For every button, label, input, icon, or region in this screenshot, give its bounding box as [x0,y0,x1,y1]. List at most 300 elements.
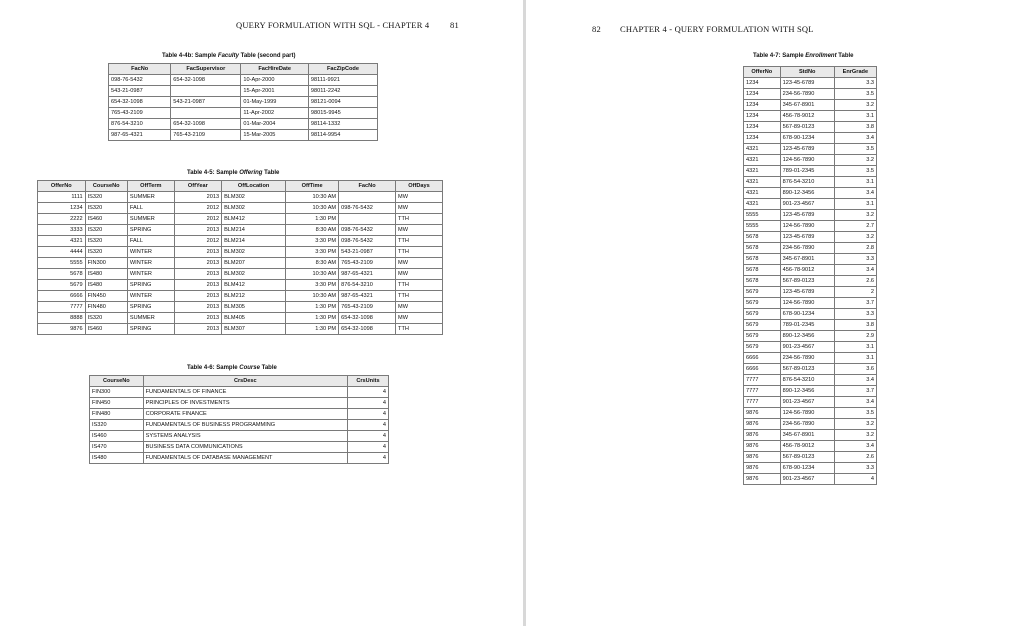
table-cell: 10:30 AM [286,203,339,214]
table-cell: 3.3 [834,463,876,474]
left-page-header: QUERY FORMULATION WITH SQL - CHAPTER 4 [236,20,430,30]
table-row [38,247,443,258]
table-cell: FIN450 [90,398,144,409]
table-cell: 124-56-7890 [780,408,834,419]
table-cell: 2013 [174,192,221,203]
table-row [744,188,877,199]
table-cell: FUNDAMENTALS OF FINANCE [143,387,347,398]
table-cell: 5679 [38,280,86,291]
table-cell: 567-89-0123 [780,452,834,463]
course-table-header-row [90,376,389,387]
table-cell: MW [396,203,443,214]
table-cell: 3.5 [834,408,876,419]
table-cell: 1234 [744,78,781,89]
table-row [744,89,877,100]
table-cell: BLM405 [222,313,286,324]
table-cell: 5679 [744,342,781,353]
table-cell: 1111 [38,192,86,203]
table-cell: 4321 [744,144,781,155]
table-cell: 98111-9921 [308,75,377,86]
table-cell: 5679 [744,309,781,320]
table-cell: SUMMER [127,192,174,203]
table-cell: 5678 [744,276,781,287]
column-header: CourseNo [90,376,144,387]
table-cell: 2013 [174,324,221,335]
table-cell: 890-12-3456 [780,188,834,199]
table-row [38,214,443,225]
right-page [526,0,1024,626]
table-cell: 3333 [38,225,86,236]
table-cell: 345-67-8901 [780,254,834,265]
table-cell: CORPORATE FINANCE [143,409,347,420]
table-row [744,265,877,276]
table-cell: 2.6 [834,452,876,463]
table-cell: 4 [347,442,388,453]
table-cell: 876-54-3210 [339,280,396,291]
table-cell: 123-45-6789 [780,78,834,89]
table-row [109,119,378,130]
table-row [38,313,443,324]
table-row [744,375,877,386]
table-cell: 1234 [744,100,781,111]
right-page-number: 82 [592,24,601,34]
table-cell: 98015-9945 [308,108,377,119]
table-row [744,419,877,430]
table-cell: 987-65-4321 [339,269,396,280]
table-row [744,364,877,375]
table-cell: 4 [834,474,876,485]
table-cell: 3.1 [834,199,876,210]
table-cell: 4321 [744,177,781,188]
table-cell: 543-21-0987 [339,247,396,258]
table-row [109,86,378,97]
table-cell: WINTER [127,291,174,302]
table-row [90,387,389,398]
column-header: CourseNo [85,181,127,192]
table-cell: 2013 [174,280,221,291]
table-row [744,386,877,397]
table-cell: 098-76-5432 [339,203,396,214]
column-header: OffTerm [127,181,174,192]
table-cell: 3.1 [834,177,876,188]
table-cell: BLM214 [222,236,286,247]
table-cell: FUNDAMENTALS OF BUSINESS PROGRAMMING [143,420,347,431]
table-cell: 3.4 [834,133,876,144]
table-cell: 098-76-5432 [339,236,396,247]
table-cell: 5679 [744,320,781,331]
table-cell: 5678 [744,232,781,243]
table-cell: SPRING [127,302,174,313]
table-row [744,309,877,320]
table-cell: 2013 [174,302,221,313]
table-cell: 9876 [744,463,781,474]
table-row [38,324,443,335]
table-cell: 124-56-7890 [780,155,834,166]
table-row [90,453,389,464]
table-cell: 3.3 [834,254,876,265]
table-cell: 3.1 [834,111,876,122]
table-cell: 2012 [174,214,221,225]
table-cell: SUMMER [127,313,174,324]
table-cell: IS320 [85,203,127,214]
table-cell: BUSINESS DATA COMMUNICATIONS [143,442,347,453]
column-header: OfferNo [744,67,781,78]
table-cell: 456-78-9012 [780,111,834,122]
faculty-table-header-row [109,64,378,75]
table-cell: 987-65-4321 [109,130,171,141]
table-row [744,254,877,265]
table-cell: 4 [347,387,388,398]
table-row [744,177,877,188]
table-row [109,75,378,86]
table-cell: 901-23-4567 [780,474,834,485]
table-row [744,452,877,463]
table-cell: 124-56-7890 [780,221,834,232]
table-cell: 4321 [744,188,781,199]
table-cell: 10:30 AM [286,269,339,280]
table-cell [339,192,396,203]
table-cell: BLM302 [222,247,286,258]
offering-table-header-row [38,181,443,192]
table-cell: BLM212 [222,291,286,302]
table-cell: PRINCIPLES OF INVESTMENTS [143,398,347,409]
table-cell: IS320 [85,247,127,258]
enrollment-table-caption: Table 4-7: Sample Enrollment Table [753,53,854,59]
table-cell: 3.4 [834,441,876,452]
table-cell: 5678 [744,265,781,276]
table-row [38,192,443,203]
table-cell: 15-Apr-2001 [241,86,309,97]
table-cell: MW [396,302,443,313]
table-row [744,298,877,309]
table-row [744,430,877,441]
table-row [744,342,877,353]
table-cell: 6666 [744,364,781,375]
table-cell: 654-32-1098 [339,324,396,335]
table-cell: 2013 [174,247,221,258]
table-cell: 4321 [744,199,781,210]
table-cell: 11-Apr-2002 [241,108,309,119]
column-header: StdNo [780,67,834,78]
course-table [89,375,389,464]
table-cell: FIN480 [90,409,144,420]
table-row [744,408,877,419]
table-cell: BLM302 [222,192,286,203]
table-row [744,210,877,221]
table-cell: 567-89-0123 [780,122,834,133]
table-cell: SPRING [127,324,174,335]
table-cell: 9876 [744,430,781,441]
table-cell: 567-89-0123 [780,276,834,287]
table-cell: 543-21-0987 [171,97,241,108]
table-row [38,225,443,236]
table-cell: 876-54-3210 [780,375,834,386]
table-cell [171,108,241,119]
table-cell: 456-78-9012 [780,441,834,452]
table-cell: 3.1 [834,342,876,353]
table-cell: 7777 [38,302,86,313]
table-row [744,78,877,89]
table-cell: BLM302 [222,269,286,280]
table-cell: 123-45-6789 [780,210,834,221]
table-cell: 789-01-2345 [780,166,834,177]
table-row [90,398,389,409]
table-row [38,269,443,280]
table-cell: IS320 [85,192,127,203]
table-cell: 8:30 AM [286,258,339,269]
table-cell: WINTER [127,258,174,269]
table-cell: SPRING [127,280,174,291]
table-cell: 876-54-3210 [780,177,834,188]
table-cell: 3.1 [834,353,876,364]
right-page-header: CHAPTER 4 - QUERY FORMULATION WITH SQL [620,24,814,34]
table-cell: 3.2 [834,155,876,166]
table-cell: 4 [347,420,388,431]
table-row [38,302,443,313]
table-cell: BLM412 [222,214,286,225]
table-row [90,431,389,442]
table-cell: 567-89-0123 [780,364,834,375]
table-cell: 765-43-2109 [339,302,396,313]
table-cell: BLM302 [222,203,286,214]
table-cell: FIN450 [85,291,127,302]
table-cell: 5679 [744,298,781,309]
table-cell: 4321 [744,166,781,177]
column-header: CrsDesc [143,376,347,387]
table-cell: 098-76-5432 [339,225,396,236]
table-cell: 4 [347,409,388,420]
table-cell: 5678 [744,254,781,265]
table-cell: 765-43-2109 [339,258,396,269]
table-cell [339,214,396,225]
table-cell: 10:30 AM [286,291,339,302]
table-cell: 9876 [38,324,86,335]
table-cell: 901-23-4567 [780,342,834,353]
offering-table-caption: Table 4-5: Sample Offering Table [187,170,280,176]
table-cell: TTH [396,280,443,291]
table-cell: 901-23-4567 [780,199,834,210]
table-cell: 98121-0094 [308,97,377,108]
table-row [744,243,877,254]
table-cell: 789-01-2345 [780,320,834,331]
table-cell: 765-43-2109 [171,130,241,141]
table-cell: 3.7 [834,386,876,397]
table-cell: 6666 [744,353,781,364]
table-cell: MW [396,269,443,280]
offering-table [37,180,443,335]
table-cell: 3.3 [834,309,876,320]
table-cell: 4444 [38,247,86,258]
table-cell: 8:30 AM [286,225,339,236]
table-row [744,353,877,364]
table-cell: 3:30 PM [286,280,339,291]
table-row [744,155,877,166]
table-cell: IS320 [85,313,127,324]
table-row [744,144,877,155]
table-cell: 2.7 [834,221,876,232]
table-cell: 4321 [38,236,86,247]
table-cell: 8888 [38,313,86,324]
table-cell: WINTER [127,247,174,258]
table-cell: SPRING [127,225,174,236]
table-cell: TTH [396,247,443,258]
table-cell: 123-45-6789 [780,287,834,298]
column-header: OfferNo [38,181,86,192]
table-cell: IS460 [90,431,144,442]
table-row [38,258,443,269]
column-header: FacSupervisor [171,64,241,75]
table-cell: SYSTEMS ANALYSIS [143,431,347,442]
table-cell: 3.5 [834,144,876,155]
table-cell: FALL [127,236,174,247]
table-cell: 15-Mar-2005 [241,130,309,141]
table-cell: BLM305 [222,302,286,313]
table-cell: 1234 [744,122,781,133]
table-row [90,420,389,431]
table-row [744,463,877,474]
table-cell: FIN300 [85,258,127,269]
table-cell: 765-43-2109 [109,108,171,119]
enrollment-table [743,66,877,485]
table-cell: 234-56-7890 [780,243,834,254]
table-cell: 345-67-8901 [780,100,834,111]
table-cell: 5678 [744,243,781,254]
table-row [38,280,443,291]
table-cell: 2013 [174,291,221,302]
table-cell [171,86,241,97]
table-cell: 3.8 [834,320,876,331]
table-cell: 3.5 [834,89,876,100]
table-cell: 01-Mar-2004 [241,119,309,130]
table-cell: 4321 [744,155,781,166]
table-cell: 678-90-1234 [780,133,834,144]
table-cell: 98011-2242 [308,86,377,97]
table-cell: 654-32-1098 [171,119,241,130]
table-row [109,108,378,119]
table-cell: FIN480 [85,302,127,313]
table-cell: 901-23-4567 [780,397,834,408]
table-cell: 5555 [744,210,781,221]
table-cell: 3.6 [834,364,876,375]
table-cell: 5678 [38,269,86,280]
column-header: EnrGrade [834,67,876,78]
table-cell: 2.6 [834,276,876,287]
table-cell: 345-67-8901 [780,430,834,441]
table-cell: 3:30 PM [286,247,339,258]
table-cell: 6666 [38,291,86,302]
course-table-caption: Table 4-6: Sample Course Table [187,365,277,371]
table-cell: 1234 [38,203,86,214]
table-cell: BLM207 [222,258,286,269]
table-cell: BLM307 [222,324,286,335]
table-cell: IS320 [85,236,127,247]
table-row [744,100,877,111]
table-cell: WINTER [127,269,174,280]
table-cell: 5679 [744,331,781,342]
table-cell: 7777 [744,375,781,386]
table-cell: 3.7 [834,298,876,309]
table-cell: 2222 [38,214,86,225]
table-row [744,441,877,452]
table-cell: 7777 [744,386,781,397]
column-header: FacNo [339,181,396,192]
left-page-number: 81 [450,20,459,30]
table-row [744,111,877,122]
table-row [38,236,443,247]
table-cell: 4 [347,453,388,464]
table-cell: MW [396,225,443,236]
table-cell: BLM412 [222,280,286,291]
table-cell: 654-32-1098 [109,97,171,108]
table-row [744,276,877,287]
table-cell: 2013 [174,269,221,280]
table-cell: 1234 [744,133,781,144]
table-cell: BLM214 [222,225,286,236]
table-cell: IS470 [90,442,144,453]
table-cell: 10:30 AM [286,192,339,203]
table-cell: IS460 [85,324,127,335]
table-cell: 1:30 PM [286,302,339,313]
table-cell: 123-45-6789 [780,232,834,243]
table-cell: 01-May-1999 [241,97,309,108]
column-header: FacZipCode [308,64,377,75]
table-row [744,320,877,331]
table-cell: 543-21-0987 [109,86,171,97]
table-cell: 5555 [744,221,781,232]
table-row [744,221,877,232]
table-row [744,199,877,210]
table-cell: 1234 [744,89,781,100]
table-cell: 3.4 [834,188,876,199]
table-cell: 987-65-4321 [339,291,396,302]
table-row [744,331,877,342]
table-cell: 1:30 PM [286,313,339,324]
table-cell: 890-12-3456 [780,331,834,342]
table-row [38,203,443,214]
table-cell: 3.2 [834,210,876,221]
column-header: OffLocation [222,181,286,192]
table-cell: 890-12-3456 [780,386,834,397]
table-cell: 123-45-6789 [780,144,834,155]
table-row [90,442,389,453]
table-row [744,232,877,243]
table-row [744,397,877,408]
table-cell: 678-90-1234 [780,309,834,320]
table-cell: MW [396,258,443,269]
table-cell: 2.8 [834,243,876,254]
table-cell: 9876 [744,452,781,463]
table-cell: TTH [396,291,443,302]
faculty-table-caption: Table 4-4b: Sample Faculty Table (second part) [162,53,296,59]
table-cell: FIN300 [90,387,144,398]
table-cell: 3.3 [834,78,876,89]
table-row [744,287,877,298]
column-header: OffTime [286,181,339,192]
table-cell: IS480 [85,269,127,280]
table-cell: 876-54-3210 [109,119,171,130]
table-row [109,97,378,108]
table-cell: 9876 [744,408,781,419]
enrollment-table-header-row [744,67,877,78]
table-cell: 098-76-5432 [109,75,171,86]
table-cell: IS460 [85,214,127,225]
table-cell: 3.2 [834,419,876,430]
column-header: CrsUnits [347,376,388,387]
table-cell: 2013 [174,258,221,269]
table-cell: 2013 [174,313,221,324]
table-cell: 10-Apr-2000 [241,75,309,86]
table-cell: FUNDAMENTALS OF DATABASE MANAGEMENT [143,453,347,464]
